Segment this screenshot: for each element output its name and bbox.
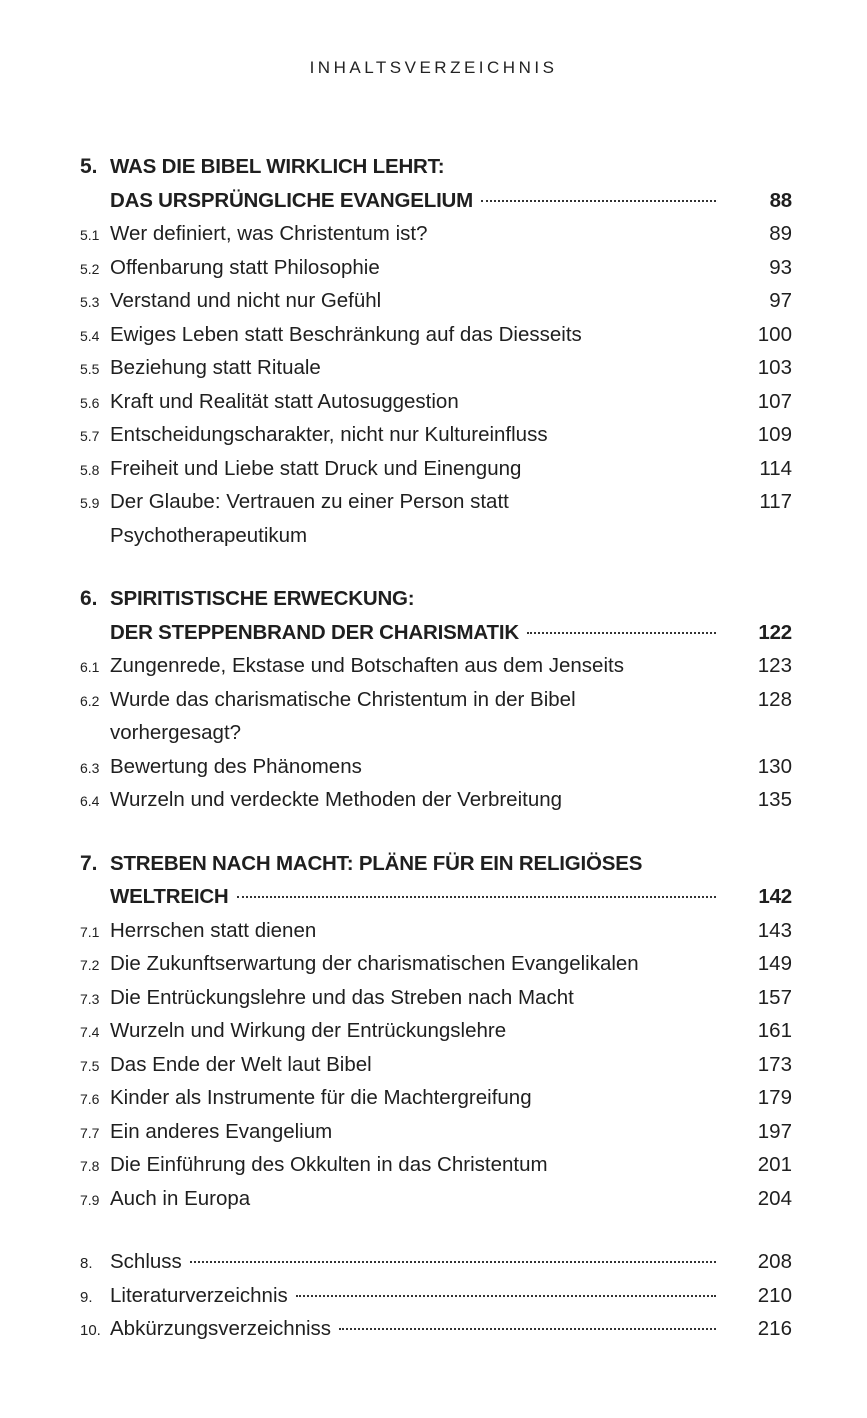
entry-page: 109 — [757, 423, 792, 446]
entry-number: 5.2 — [80, 260, 100, 277]
chapter-5 — [80, 150, 792, 552]
entry-number: 7.2 — [80, 957, 100, 973]
entry-number: 7.9 — [80, 1191, 100, 1208]
entry-title: Wurde das charismatische Christentum in der Bibel — [110, 687, 576, 711]
chapter-page: 88 — [769, 188, 792, 212]
toc-entry-back-matter[interactable] — [80, 1245, 792, 1279]
entry-number: 5.1 — [80, 227, 100, 243]
entry-title: Ewiges Leben statt Beschränkung auf das Diesseits — [110, 322, 582, 346]
toc-entry-continuation[interactable] — [80, 519, 792, 553]
chapter-number: 5. — [80, 155, 98, 178]
chapter-heading — [80, 847, 792, 881]
entry-number: 5.9 — [80, 495, 100, 511]
entry-page: 123 — [757, 654, 792, 677]
entry-page: 143 — [757, 918, 792, 942]
toc-entry[interactable] — [80, 385, 792, 419]
chapter-6 — [80, 582, 792, 817]
entry-number: 7.3 — [80, 990, 100, 1007]
toc-entry[interactable] — [80, 914, 792, 948]
toc-entry[interactable] — [80, 1115, 792, 1149]
back-matter — [80, 1245, 792, 1346]
chapter-page: 142 — [758, 885, 792, 908]
chapter-heading-line2[interactable] — [80, 880, 792, 914]
entry-number: 8. — [80, 1255, 93, 1272]
entry-number: 5.3 — [80, 294, 100, 310]
entry-title: Die Zukunftserwartung der charismatischen Evangelikalen — [110, 952, 639, 975]
table-of-contents — [80, 150, 792, 1376]
toc-entry-continuation[interactable] — [80, 716, 792, 750]
entry-title: Bewertung des Phänomens — [110, 754, 362, 778]
entry-title: Das Ende der Welt laut Bibel — [110, 1052, 372, 1076]
chapter-title-line2: DER STEPPENBRAND DER CHARISMATIK — [110, 620, 519, 644]
entry-title: Literaturverzeichnis — [110, 1283, 288, 1307]
entry-page: 107 — [757, 389, 792, 413]
dot-leader — [339, 1328, 716, 1330]
entry-title: Offenbarung statt Philosophie — [110, 255, 380, 279]
entry-page: 204 — [757, 1186, 792, 1210]
entry-number: 7.4 — [80, 1024, 100, 1040]
entry-title: Abkürzungsverzeichniss — [110, 1317, 332, 1340]
toc-entry[interactable] — [80, 683, 792, 717]
entry-number: 5.8 — [80, 461, 100, 478]
entry-page: 201 — [757, 1153, 792, 1176]
toc-entry[interactable] — [80, 318, 792, 352]
entry-number: 7.8 — [80, 1158, 100, 1174]
entry-number: 7.7 — [80, 1124, 100, 1141]
chapter-title-line2: WELTREICH — [110, 885, 229, 908]
entry-title: Beziehung statt Rituale — [110, 356, 321, 379]
entry-number: 5.4 — [80, 327, 100, 344]
entry-number: 5.6 — [80, 394, 100, 411]
entry-page: 173 — [757, 1052, 792, 1076]
entry-title: Freiheit und Liebe statt Druck und Einengung — [110, 456, 522, 480]
entry-title: Herrschen statt dienen — [110, 918, 317, 942]
entry-number: 9. — [80, 1288, 93, 1306]
entry-title: Die Entrückungslehre und das Streben nach Macht — [110, 985, 574, 1009]
toc-entry[interactable] — [80, 284, 792, 318]
dot-leader — [190, 1261, 716, 1263]
entry-page: 103 — [757, 356, 792, 379]
entry-number: 6.1 — [80, 659, 100, 675]
chapter-title-line1: STREBEN NACH MACHT: PLÄNE FÜR EIN RELIGIÖSES — [110, 851, 643, 875]
entry-title: Wurzeln und Wirkung der Entrückungslehre — [110, 1019, 507, 1042]
entry-title-continuation: vorhergesagt? — [110, 721, 242, 744]
toc-entry[interactable] — [80, 1148, 792, 1182]
entry-page: 117 — [759, 490, 792, 513]
entry-title: Verstand und nicht nur Gefühl — [110, 289, 382, 312]
entry-page: 210 — [757, 1283, 792, 1307]
dot-leader — [237, 896, 716, 898]
chapter-number: 7. — [80, 851, 98, 875]
toc-entry[interactable] — [80, 452, 792, 486]
toc-entry[interactable] — [80, 750, 792, 784]
toc-entry[interactable] — [80, 217, 792, 251]
dot-leader — [296, 1295, 716, 1297]
toc-entry[interactable] — [80, 1048, 792, 1082]
entry-title: Zungenrede, Ekstase und Botschaften aus dem Jenseits — [110, 654, 624, 677]
entry-title: Ein anderes Evangelium — [110, 1119, 333, 1143]
chapter-heading — [80, 582, 792, 616]
chapter-heading-line2[interactable] — [80, 184, 792, 218]
toc-entry-back-matter[interactable] — [80, 1279, 792, 1313]
chapter-title-line2: DAS URSPRÜNGLICHE EVANGELIUM — [110, 188, 474, 212]
entry-number: 5.7 — [80, 428, 100, 444]
entry-page: 157 — [757, 985, 792, 1009]
chapter-heading-line2[interactable] — [80, 616, 792, 650]
toc-entry[interactable] — [80, 1014, 792, 1048]
entry-title: Entscheidungscharakter, nicht nur Kultureinfluss — [110, 423, 548, 446]
entry-title: Der Glaube: Vertrauen zu einer Person statt — [110, 490, 509, 513]
dot-leader — [481, 200, 716, 202]
toc-entry[interactable] — [80, 418, 792, 452]
entry-page: 216 — [757, 1317, 792, 1340]
chapter-number: 6. — [80, 587, 98, 610]
toc-entry[interactable] — [80, 1182, 792, 1216]
entry-title: Wurzeln und verdeckte Methoden der Verbreitung — [110, 788, 563, 811]
chapter-heading — [80, 150, 792, 184]
entry-page: 149 — [757, 952, 792, 975]
dot-leader — [527, 632, 716, 634]
entry-page: 89 — [769, 222, 792, 245]
entry-title: Kinder als Instrumente für die Machtergreifung — [110, 1086, 532, 1109]
entry-number: 6.2 — [80, 692, 100, 709]
toc-entry-back-matter[interactable] — [80, 1312, 792, 1346]
entry-number: 7.6 — [80, 1091, 100, 1107]
entry-number: 6.4 — [80, 793, 100, 809]
entry-page: 128 — [757, 687, 792, 711]
entry-number: 6.3 — [80, 759, 100, 776]
chapter-title-line1: SPIRITISTISCHE ERWECKUNG: — [110, 587, 415, 610]
entry-title: Schluss — [110, 1250, 182, 1273]
chapter-page: 122 — [758, 620, 792, 644]
toc-entry[interactable] — [80, 351, 792, 385]
toc-entry[interactable] — [80, 981, 792, 1015]
toc-entry[interactable] — [80, 783, 792, 817]
entry-page: 179 — [757, 1086, 792, 1109]
toc-entry[interactable] — [80, 485, 792, 519]
entry-page: 93 — [769, 255, 792, 279]
entry-number: 7.5 — [80, 1057, 100, 1074]
toc-entry[interactable] — [80, 649, 792, 683]
entry-title: Die Einführung des Okkulten in das Christentum — [110, 1153, 548, 1176]
entry-title: Wer definiert, was Christentum ist? — [110, 222, 428, 245]
entry-page: 208 — [757, 1250, 792, 1273]
entry-number: 5.5 — [80, 361, 100, 377]
entry-page: 114 — [759, 456, 792, 480]
entry-page: 161 — [757, 1019, 792, 1042]
entry-number: 7.1 — [80, 923, 100, 940]
chapter-title-line1: WAS DIE BIBEL WIRKLICH LEHRT: — [110, 155, 445, 178]
toc-entry[interactable] — [80, 251, 792, 285]
entry-page: 97 — [769, 289, 792, 312]
chapter-7 — [80, 847, 792, 1216]
entry-page: 197 — [757, 1119, 792, 1143]
toc-entry[interactable] — [80, 947, 792, 981]
entry-title: Auch in Europa — [110, 1186, 251, 1210]
page-header: INHALTSVERZEICHNIS — [309, 58, 558, 77]
entry-title-continuation: Psychotherapeutikum — [110, 523, 308, 547]
entry-page: 130 — [757, 754, 792, 778]
entry-page: 135 — [757, 788, 792, 811]
toc-entry[interactable] — [80, 1081, 792, 1115]
entry-title: Kraft und Realität statt Autosuggestion — [110, 389, 459, 413]
entry-page: 100 — [757, 322, 792, 346]
entry-number: 10. — [80, 1322, 101, 1339]
